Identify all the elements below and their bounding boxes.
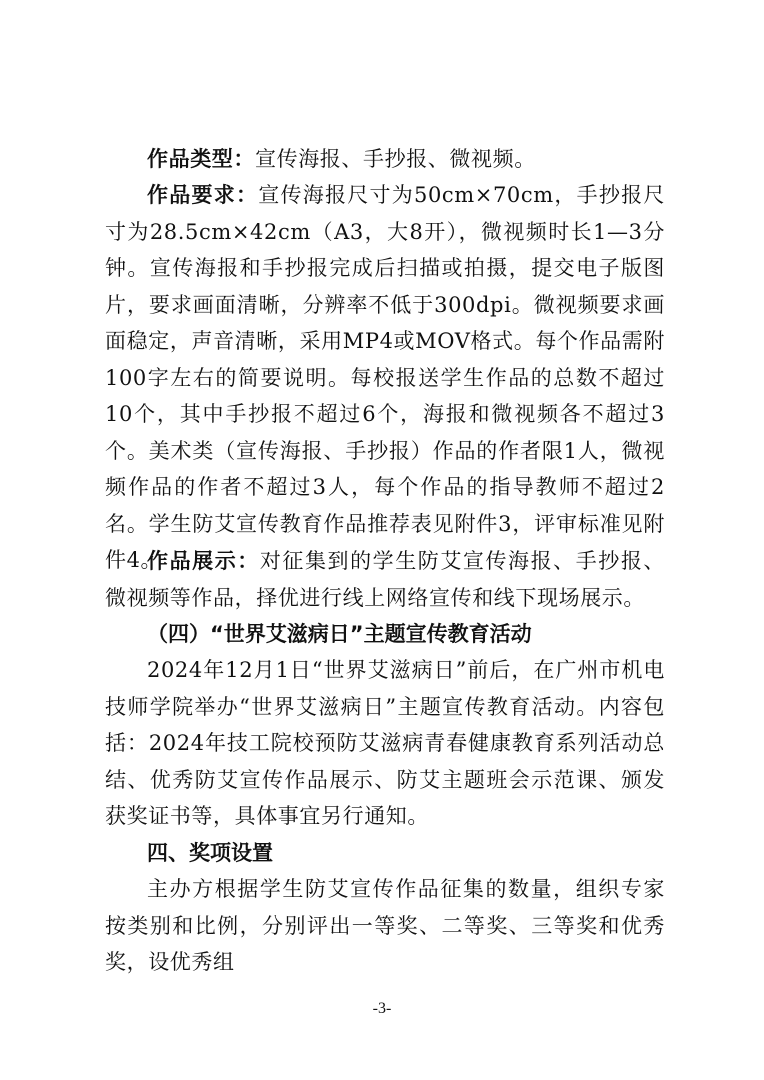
work-requirements-label: 作品要求： <box>147 183 259 207</box>
awards-heading: 四、奖项设置 <box>147 841 273 865</box>
work-requirements-text: 宣传海报尺寸为50cm×70cm，手抄报尺寸为28.5cm×42cm（A3，大8开），微视频时长1—3分钟。宣传海报和手抄报完成后扫描或拍摄，提交电子版图片，要求画面清晰，分辨率不低于300dpi。微视频要求画面稳定，声音清晰，采用MP4或MOV格式。每个作品需附100字左右的简要说明。每校报送学生作品的总数不超过10个，其中手抄报不超过6个，海报和微视频各不超过3个。美术类（宣传海报、手抄报）作品的作者限1人，微视频作品的作者不超过3人，每个作品的指导教师不超过2名。学生防艾宣传教育作品推荐表见附件3，评审标准见附件4。 <box>105 183 666 572</box>
page-number: -3- <box>372 1000 392 1017</box>
work-types-text: 宣传海报、手抄报、微视频。 <box>255 147 536 171</box>
paragraph-work-requirements <box>105 177 665 579</box>
paragraph-work-display <box>105 543 665 616</box>
paragraph-work-types <box>105 141 665 178</box>
paragraph-section-four: 2024年12月1日“世界艾滋病日”前后，在广州市机电技师学院举办“世界艾滋病日”主题宣传教育活动。内容包括：2024年技工院校预防艾滋病青春健康教育系列活动总结、优秀防艾宣传作品展示、防艾主题班会示范课、颁发获奖证书等，具体事宜另行通知。 <box>105 658 665 828</box>
work-display-text: 对征集到的学生防艾宣传海报、手抄报、微视频等作品，择优进行线上网络宣传和线下现场展示。 <box>105 549 665 610</box>
work-types-label: 作品类型： <box>147 147 255 171</box>
section-four-heading: （四）“世界艾滋病日”主题宣传教育活动 <box>147 622 532 646</box>
paragraph-awards: 主办方根据学生防艾宣传作品征集的数量，组织专家按类别和比例，分别评出一等奖、二等奖、三等奖和优秀奖，设优秀组 <box>105 877 665 974</box>
work-display-label: 作品展示： <box>147 549 260 573</box>
